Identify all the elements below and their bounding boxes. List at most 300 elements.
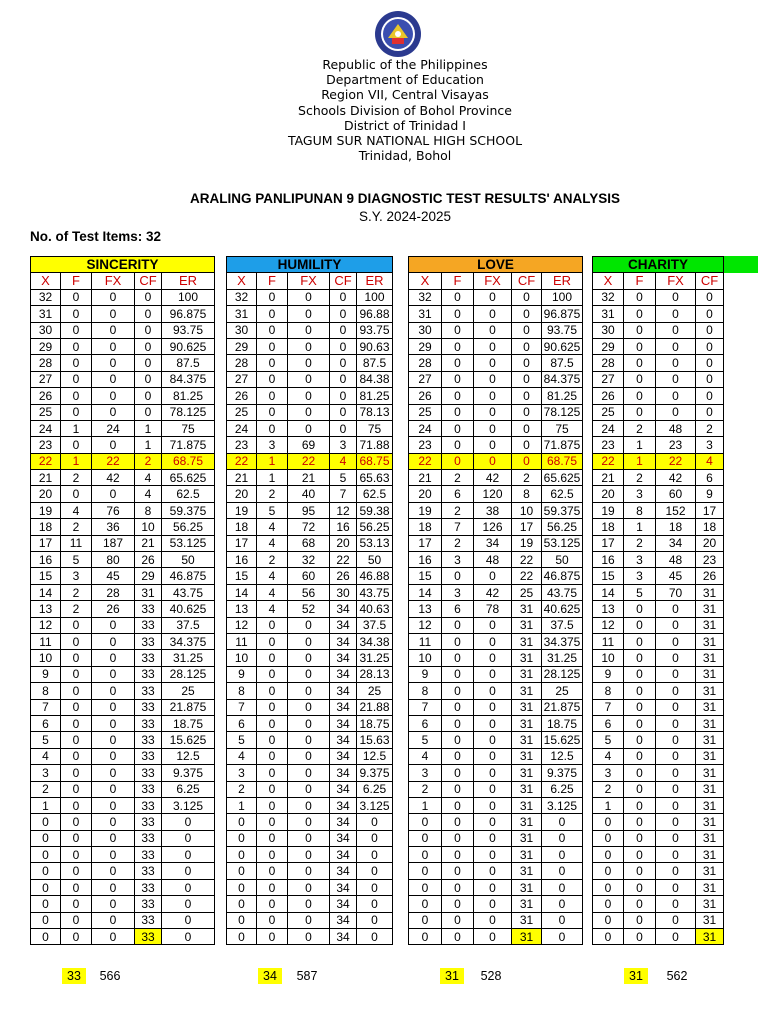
cell-er: 40.625 bbox=[542, 601, 583, 617]
cell-f: 0 bbox=[61, 437, 92, 453]
cell-f: 0 bbox=[61, 306, 92, 322]
cell-er: 53.125 bbox=[162, 535, 215, 551]
table-row bbox=[227, 814, 393, 830]
cell-er: 3.125 bbox=[162, 797, 215, 813]
table-row bbox=[227, 306, 393, 322]
cell-er: 87.5 bbox=[162, 355, 215, 371]
cell-f: 0 bbox=[624, 338, 656, 354]
cell-x: 2 bbox=[593, 781, 624, 797]
table-row bbox=[593, 633, 724, 649]
table-row bbox=[409, 519, 583, 535]
cell-fx: 0 bbox=[474, 765, 512, 781]
cell-cf: 4 bbox=[135, 470, 162, 486]
table-row bbox=[227, 289, 393, 305]
cell-er: 65.625 bbox=[162, 470, 215, 486]
cell-cf: 0 bbox=[135, 289, 162, 305]
cell-x: 18 bbox=[31, 519, 61, 535]
cell-cf: 4 bbox=[135, 486, 162, 502]
cell-f: 0 bbox=[61, 896, 92, 912]
cell-fx: 42 bbox=[474, 470, 512, 486]
cell-x: 15 bbox=[227, 568, 257, 584]
cell-f: 0 bbox=[442, 879, 474, 895]
cell-f: 0 bbox=[624, 650, 656, 666]
cell-f: 0 bbox=[61, 847, 92, 863]
cell-fx: 0 bbox=[288, 666, 330, 682]
cell-fx: 0 bbox=[656, 732, 696, 748]
cell-f: 0 bbox=[257, 666, 288, 682]
table-row bbox=[409, 633, 583, 649]
cell-f: 0 bbox=[61, 371, 92, 387]
table-row bbox=[31, 322, 215, 338]
table-row bbox=[409, 666, 583, 682]
cell-fx: 0 bbox=[474, 437, 512, 453]
cell-x: 19 bbox=[593, 502, 624, 518]
cell-x: 17 bbox=[31, 535, 61, 551]
cell-x: 30 bbox=[409, 322, 442, 338]
cell-cf: 31 bbox=[135, 584, 162, 600]
cell-f: 0 bbox=[61, 797, 92, 813]
cell-er: 65.63 bbox=[357, 470, 393, 486]
cell-fx: 0 bbox=[656, 912, 696, 928]
cell-x: 2 bbox=[409, 781, 442, 797]
cell-x: 0 bbox=[31, 814, 61, 830]
table-row bbox=[227, 601, 393, 617]
cell-cf: 33 bbox=[135, 896, 162, 912]
cell-x: 32 bbox=[31, 289, 61, 305]
cell-fx: 0 bbox=[656, 355, 696, 371]
cell-fx: 0 bbox=[288, 420, 330, 436]
cell-er: 12.5 bbox=[357, 748, 393, 764]
cell-fx: 0 bbox=[288, 797, 330, 813]
cell-x: 8 bbox=[409, 683, 442, 699]
cell-fx: 0 bbox=[474, 797, 512, 813]
cell-cf: 31 bbox=[696, 601, 724, 617]
cell-fx: 0 bbox=[92, 289, 135, 305]
cell-f: 1 bbox=[257, 453, 288, 469]
cell-f: 0 bbox=[61, 338, 92, 354]
table-row bbox=[31, 371, 215, 387]
cell-fx: 0 bbox=[92, 486, 135, 502]
cell-cf: 0 bbox=[512, 437, 542, 453]
cell-f: 0 bbox=[442, 797, 474, 813]
cell-er: 9.375 bbox=[162, 765, 215, 781]
cell-cf: 30 bbox=[330, 584, 357, 600]
table-row bbox=[31, 535, 215, 551]
cell-f: 0 bbox=[61, 388, 92, 404]
frequency-table bbox=[408, 256, 583, 945]
cell-f: 0 bbox=[442, 814, 474, 830]
cell-x: 21 bbox=[409, 470, 442, 486]
cell-f: 0 bbox=[624, 371, 656, 387]
cell-cf: 0 bbox=[330, 404, 357, 420]
cell-x: 25 bbox=[409, 404, 442, 420]
cell-cf: 29 bbox=[135, 568, 162, 584]
cell-x: 5 bbox=[409, 732, 442, 748]
cell-x: 32 bbox=[227, 289, 257, 305]
table-row bbox=[409, 535, 583, 551]
cell-f: 2 bbox=[624, 420, 656, 436]
cell-f: 0 bbox=[442, 420, 474, 436]
cell-f: 0 bbox=[442, 355, 474, 371]
cell-er: 100 bbox=[162, 289, 215, 305]
cell-x: 21 bbox=[31, 470, 61, 486]
cell-x: 20 bbox=[593, 486, 624, 502]
cell-er: 78.125 bbox=[162, 404, 215, 420]
cell-cf: 31 bbox=[696, 633, 724, 649]
cell-fx: 42 bbox=[92, 470, 135, 486]
cell-cf: 34 bbox=[330, 929, 357, 945]
cell-er: 15.625 bbox=[542, 732, 583, 748]
cell-x: 25 bbox=[227, 404, 257, 420]
cell-cf: 33 bbox=[135, 830, 162, 846]
cell-f: 0 bbox=[257, 732, 288, 748]
table-row bbox=[227, 568, 393, 584]
cell-er: 31.25 bbox=[542, 650, 583, 666]
cell-fx: 68 bbox=[288, 535, 330, 551]
table-humility bbox=[226, 256, 393, 945]
cell-cf: 31 bbox=[696, 732, 724, 748]
cell-er: 34.375 bbox=[162, 633, 215, 649]
column-header: X bbox=[227, 273, 257, 289]
cell-cf: 0 bbox=[330, 338, 357, 354]
cell-f: 2 bbox=[442, 470, 474, 486]
cell-cf: 31 bbox=[696, 781, 724, 797]
cell-x: 16 bbox=[31, 552, 61, 568]
cell-x: 8 bbox=[31, 683, 61, 699]
cell-cf: 31 bbox=[696, 830, 724, 846]
letterhead-line: TAGUM SUR NATIONAL HIGH SCHOOL bbox=[287, 133, 523, 149]
test-items-count: No. of Test Items: 32 bbox=[30, 229, 162, 244]
table-row bbox=[31, 552, 215, 568]
cell-cf: 33 bbox=[135, 699, 162, 715]
cell-fx: 0 bbox=[656, 388, 696, 404]
cell-fx: 0 bbox=[474, 896, 512, 912]
cell-fx: 0 bbox=[474, 830, 512, 846]
cell-f: 0 bbox=[257, 322, 288, 338]
cell-f: 0 bbox=[624, 289, 656, 305]
cell-f: 2 bbox=[624, 535, 656, 551]
cell-fx: 0 bbox=[474, 666, 512, 682]
cell-x: 6 bbox=[409, 715, 442, 731]
cell-x: 17 bbox=[593, 535, 624, 551]
cell-f: 0 bbox=[61, 929, 92, 945]
cell-cf: 31 bbox=[512, 863, 542, 879]
cell-cf: 4 bbox=[696, 453, 724, 469]
cell-x: 13 bbox=[227, 601, 257, 617]
cell-f: 0 bbox=[257, 355, 288, 371]
frequency-table bbox=[226, 256, 393, 945]
cell-x: 21 bbox=[593, 470, 624, 486]
cell-cf: 31 bbox=[512, 765, 542, 781]
cell-cf: 0 bbox=[135, 338, 162, 354]
cell-f: 1 bbox=[624, 453, 656, 469]
table-row bbox=[409, 437, 583, 453]
cell-fx: 0 bbox=[656, 781, 696, 797]
cell-fx: 0 bbox=[656, 289, 696, 305]
cell-cf: 31 bbox=[512, 814, 542, 830]
cell-er: 37.5 bbox=[542, 617, 583, 633]
cell-fx: 95 bbox=[288, 502, 330, 518]
cell-cf: 0 bbox=[512, 306, 542, 322]
cell-x: 10 bbox=[409, 650, 442, 666]
table-row bbox=[227, 781, 393, 797]
cell-er: 12.5 bbox=[162, 748, 215, 764]
cell-er: 62.5 bbox=[162, 486, 215, 502]
cell-fx: 36 bbox=[92, 519, 135, 535]
cell-f: 0 bbox=[442, 666, 474, 682]
cell-er: 81.25 bbox=[162, 388, 215, 404]
cell-er: 43.75 bbox=[542, 584, 583, 600]
table-row bbox=[227, 879, 393, 895]
cell-x: 0 bbox=[593, 896, 624, 912]
cell-f: 6 bbox=[442, 486, 474, 502]
cell-x: 14 bbox=[227, 584, 257, 600]
cell-cf: 2 bbox=[512, 470, 542, 486]
cell-f: 0 bbox=[61, 814, 92, 830]
cell-cf: 21 bbox=[135, 535, 162, 551]
table-row bbox=[31, 666, 215, 682]
cell-x: 15 bbox=[409, 568, 442, 584]
cell-x: 4 bbox=[593, 748, 624, 764]
cell-x: 7 bbox=[409, 699, 442, 715]
cell-fx: 0 bbox=[288, 879, 330, 895]
cell-er: 43.75 bbox=[357, 584, 393, 600]
cell-f: 0 bbox=[624, 879, 656, 895]
cell-cf: 2 bbox=[696, 420, 724, 436]
cell-f: 0 bbox=[624, 601, 656, 617]
cell-er: 6.25 bbox=[357, 781, 393, 797]
cell-fx: 0 bbox=[92, 765, 135, 781]
table-row bbox=[409, 502, 583, 518]
cell-fx: 0 bbox=[288, 732, 330, 748]
cell-f: 2 bbox=[624, 470, 656, 486]
cell-cf: 34 bbox=[330, 912, 357, 928]
cell-cf: 34 bbox=[330, 765, 357, 781]
table-row bbox=[227, 453, 393, 469]
cell-x: 0 bbox=[409, 929, 442, 945]
cell-fx: 0 bbox=[656, 306, 696, 322]
cell-f: 0 bbox=[257, 404, 288, 420]
cell-fx: 0 bbox=[656, 879, 696, 895]
cell-cf: 33 bbox=[135, 814, 162, 830]
cell-x: 1 bbox=[227, 797, 257, 813]
cell-x: 31 bbox=[31, 306, 61, 322]
cell-cf: 6 bbox=[696, 470, 724, 486]
cell-cf: 3 bbox=[696, 437, 724, 453]
letterhead-line: Republic of the Philippines bbox=[322, 57, 488, 72]
table-row bbox=[593, 666, 724, 682]
table-row bbox=[593, 847, 724, 863]
cell-f: 0 bbox=[442, 617, 474, 633]
cell-cf: 31 bbox=[696, 814, 724, 830]
cell-f: 0 bbox=[624, 847, 656, 863]
cell-f: 0 bbox=[442, 437, 474, 453]
cell-fx: 0 bbox=[288, 617, 330, 633]
cell-cf: 31 bbox=[512, 896, 542, 912]
cell-cf: 7 bbox=[330, 486, 357, 502]
cell-fx: 120 bbox=[474, 486, 512, 502]
cell-fx: 32 bbox=[288, 552, 330, 568]
table-row bbox=[593, 568, 724, 584]
cell-x: 32 bbox=[593, 289, 624, 305]
cell-fx: 0 bbox=[474, 388, 512, 404]
cell-x: 9 bbox=[227, 666, 257, 682]
cell-x: 24 bbox=[227, 420, 257, 436]
document-title: ARALING PANLIPUNAN 9 DIAGNOSTIC TEST RESULTS' ANALYSIS bbox=[190, 191, 620, 206]
table-row bbox=[31, 502, 215, 518]
table-row bbox=[409, 683, 583, 699]
cell-f: 0 bbox=[61, 404, 92, 420]
cell-f: 0 bbox=[442, 847, 474, 863]
cell-f: 0 bbox=[257, 388, 288, 404]
cell-cf: 34 bbox=[330, 601, 357, 617]
table-row bbox=[31, 617, 215, 633]
table-row bbox=[593, 748, 724, 764]
table-row bbox=[593, 486, 724, 502]
cell-er: 18.75 bbox=[542, 715, 583, 731]
table-row bbox=[593, 896, 724, 912]
cell-f: 0 bbox=[624, 830, 656, 846]
letterhead-line: Region VII, Central Visayas bbox=[321, 87, 489, 103]
cell-fx: 0 bbox=[656, 601, 696, 617]
cell-x: 0 bbox=[409, 847, 442, 863]
cell-x: 0 bbox=[593, 863, 624, 879]
cell-cf: 0 bbox=[135, 404, 162, 420]
cell-cf: 31 bbox=[696, 584, 724, 600]
table-row bbox=[31, 519, 215, 535]
cell-f: 0 bbox=[442, 388, 474, 404]
column-header: F bbox=[624, 273, 656, 289]
cell-fx: 60 bbox=[656, 486, 696, 502]
cell-cf: 0 bbox=[696, 338, 724, 354]
cell-er: 3.125 bbox=[357, 797, 393, 813]
cell-cf: 33 bbox=[135, 732, 162, 748]
table-row bbox=[409, 584, 583, 600]
table-row bbox=[593, 601, 724, 617]
cell-cf: 31 bbox=[512, 797, 542, 813]
cell-f: 0 bbox=[442, 338, 474, 354]
cell-fx: 0 bbox=[288, 748, 330, 764]
cell-f: 5 bbox=[61, 552, 92, 568]
cell-cf: 31 bbox=[696, 715, 724, 731]
cell-fx: 40 bbox=[288, 486, 330, 502]
cell-fx: 48 bbox=[656, 552, 696, 568]
table-row bbox=[31, 896, 215, 912]
cell-cf: 20 bbox=[330, 535, 357, 551]
table-row bbox=[31, 420, 215, 436]
cell-fx: 0 bbox=[474, 929, 512, 945]
table-row bbox=[409, 338, 583, 354]
cell-f: 5 bbox=[624, 584, 656, 600]
cell-cf: 19 bbox=[512, 535, 542, 551]
cell-f: 3 bbox=[624, 568, 656, 584]
cell-f: 0 bbox=[257, 814, 288, 830]
cell-fx: 0 bbox=[474, 732, 512, 748]
cell-cf: 25 bbox=[512, 584, 542, 600]
cell-x: 4 bbox=[409, 748, 442, 764]
cell-er: 9.375 bbox=[542, 765, 583, 781]
cell-cf: 0 bbox=[512, 388, 542, 404]
cell-f: 4 bbox=[257, 584, 288, 600]
cell-fx: 0 bbox=[474, 568, 512, 584]
cell-er: 56.25 bbox=[162, 519, 215, 535]
table-row bbox=[227, 519, 393, 535]
cell-fx: 18 bbox=[656, 519, 696, 535]
cell-fx: 56 bbox=[288, 584, 330, 600]
cell-x: 3 bbox=[31, 765, 61, 781]
cell-fx: 0 bbox=[288, 912, 330, 928]
table-row bbox=[409, 601, 583, 617]
cell-fx: 0 bbox=[474, 650, 512, 666]
cell-cf: 31 bbox=[696, 650, 724, 666]
cell-er: 59.375 bbox=[542, 502, 583, 518]
cell-fx: 0 bbox=[288, 830, 330, 846]
cell-fx: 0 bbox=[474, 306, 512, 322]
cell-fx: 34 bbox=[474, 535, 512, 551]
cell-x: 20 bbox=[227, 486, 257, 502]
cell-cf: 0 bbox=[512, 355, 542, 371]
cell-er: 100 bbox=[357, 289, 393, 305]
cell-fx: 0 bbox=[288, 338, 330, 354]
column-header: ER bbox=[357, 273, 393, 289]
cell-cf: 34 bbox=[330, 797, 357, 813]
table-row bbox=[593, 437, 724, 453]
cell-f: 0 bbox=[61, 699, 92, 715]
cell-fx: 0 bbox=[288, 781, 330, 797]
cell-x: 10 bbox=[593, 650, 624, 666]
cell-er: 0 bbox=[542, 929, 583, 945]
cell-f: 2 bbox=[61, 601, 92, 617]
cell-fx: 0 bbox=[474, 322, 512, 338]
table-row bbox=[409, 781, 583, 797]
cell-f: 0 bbox=[624, 748, 656, 764]
table-row bbox=[31, 568, 215, 584]
cell-cf: 26 bbox=[135, 552, 162, 568]
cell-er: 87.5 bbox=[542, 355, 583, 371]
table-row bbox=[409, 470, 583, 486]
cell-fx: 0 bbox=[474, 289, 512, 305]
cell-x: 29 bbox=[227, 338, 257, 354]
cell-f: 0 bbox=[624, 633, 656, 649]
table-row bbox=[593, 388, 724, 404]
table-row bbox=[31, 338, 215, 354]
table-row bbox=[227, 633, 393, 649]
cell-x: 21 bbox=[227, 470, 257, 486]
cell-fx: 38 bbox=[474, 502, 512, 518]
section-header: SINCERITY bbox=[31, 257, 215, 273]
cell-cf: 31 bbox=[512, 617, 542, 633]
cell-er: 50 bbox=[162, 552, 215, 568]
cell-f: 0 bbox=[442, 650, 474, 666]
cell-f: 4 bbox=[61, 502, 92, 518]
frequency-table bbox=[592, 256, 724, 945]
cell-f: 2 bbox=[442, 535, 474, 551]
table-row bbox=[409, 371, 583, 387]
cell-cf: 0 bbox=[696, 388, 724, 404]
cell-er: 0 bbox=[542, 863, 583, 879]
column-header: FX bbox=[656, 273, 696, 289]
table-row bbox=[227, 470, 393, 486]
cell-er: 68.75 bbox=[162, 453, 215, 469]
cell-f: 0 bbox=[257, 306, 288, 322]
cell-cf: 33 bbox=[135, 929, 162, 945]
cell-fx: 0 bbox=[92, 830, 135, 846]
cell-x: 27 bbox=[31, 371, 61, 387]
cell-fx: 34 bbox=[656, 535, 696, 551]
table-row bbox=[227, 437, 393, 453]
section-header: CHARITY bbox=[593, 257, 724, 273]
cell-x: 27 bbox=[227, 371, 257, 387]
